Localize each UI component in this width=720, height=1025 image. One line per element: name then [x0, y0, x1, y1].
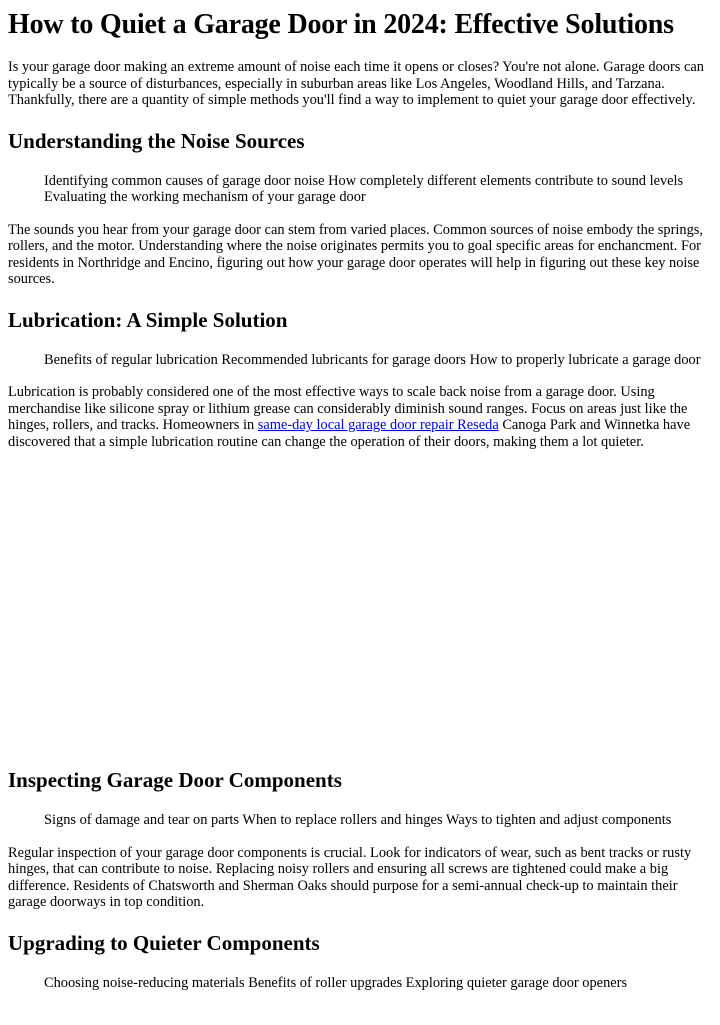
section-heading-lubrication: Lubrication: A Simple Solution: [8, 307, 288, 332]
article: [0, 8, 720, 991]
page-title: How to Quiet a Garage Door in 2024: Effective Solutions: [8, 9, 674, 40]
section-quote-upgrading: Choosing noise-reducing materials Benefits of roller upgrades Exploring quieter garage door openers: [44, 974, 628, 991]
image-placeholder: [8, 450, 712, 748]
garage-door-repair-link[interactable]: same-day local garage door repair Reseda: [257, 417, 499, 433]
lubrication-text-after-link: Canoga Park and Winnetka have discovered that a simple lubrication routine can change the operation of their doors, making them a lot quieter.: [8, 417, 691, 450]
section-body-inspecting: Regular inspection of your garage door components is crucial. Look for indicators of wear, such as bent tracks or rusty hinges, that can contribute to noise. Replacing noisy rollers and ensuring all screws are tightened could make a big difference. Residents of Chatsworth and Sherman Oaks should purpose for a semi-annual check-up to maintain their garage doorways in top condition.: [8, 844, 692, 910]
lubrication-text-before-link: Lubrication is probably considered one of the most effective ways to scale back noise from a garage door. Using merchandise like silicone spray or lithium grease can considerably diminish sound ranges. Focus on areas just like the hinges, rollers, and tracks. Homeowners in: [8, 384, 688, 433]
intro-paragraph: Is your garage door making an extreme amount of noise each time it opens or closes? You're not alone. Garage doors can typically be a source of disturbances, especially in suburban areas like Los Angeles, Woodland Hills, and Tarzana. Thankfully, there are a quantity of simple methods you'll find a way to implement to quiet your garage door effectively.: [8, 59, 704, 108]
section-heading-inspecting: Inspecting Garage Door Components: [8, 768, 342, 792]
section-quote-inspecting: Signs of damage and tear on parts When to replace rollers and hinges Ways to tighten and adjust components: [44, 812, 672, 828]
section-quote-lubrication: Benefits of regular lubrication Recommended lubricants for garage doors How to properly lubricate a garage door: [44, 351, 701, 368]
section-quote-noise-sources: Identifying common causes of garage door noise How completely different elements contribute to sound levels Evaluating the working mechanism of your garage door: [44, 172, 684, 205]
section-heading-noise-sources: Understanding the Noise Sources: [8, 128, 305, 153]
section-body-lubrication: [8, 384, 712, 450]
section-body-noise-sources: The sounds you hear from your garage door can stem from varied places. Common sources of noise embody the springs, rollers, and the motor. Understanding where the noise originates permits you to goal specific areas for enchancment. For residents in Northridge and Encino, figuring out how your garage door operates will help in figuring out these key noise sources.: [8, 221, 703, 287]
section-heading-upgrading: Upgrading to Quieter Components: [8, 930, 320, 955]
